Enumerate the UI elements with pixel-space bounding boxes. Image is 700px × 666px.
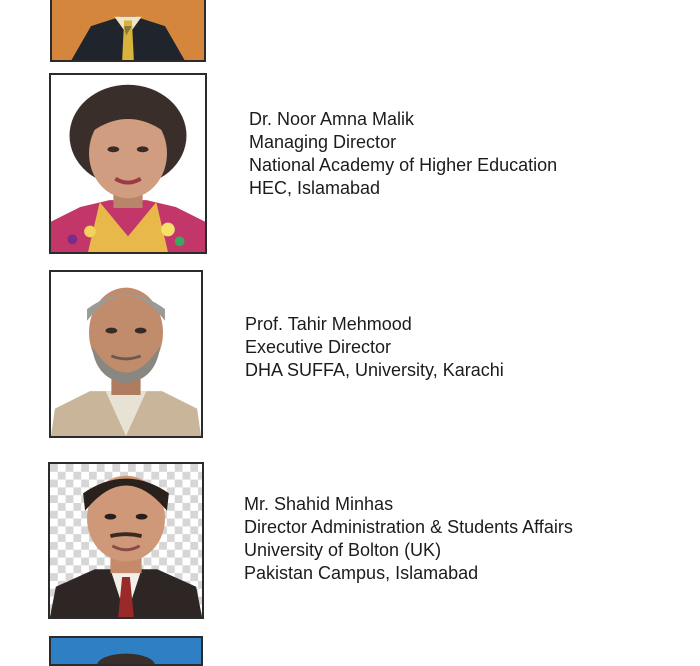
profile-organization: DHA SUFFA, University, Karachi [245, 360, 504, 380]
profile-info-tahir-mehmood [245, 313, 504, 382]
profile-organization: National Academy of Higher Education [249, 155, 558, 175]
profile-name: Prof. Tahir Mehmood [245, 314, 412, 334]
profile-info-shahid-minhas [244, 493, 573, 585]
profile-title: Managing Director [249, 132, 397, 152]
profile-photo-noor-amna-malik [49, 73, 207, 254]
profile-name: Mr. Shahid Minhas [244, 494, 394, 514]
profile-photo-shahid-minhas [48, 462, 204, 619]
profile-location: Pakistan Campus, Islamabad [244, 563, 479, 583]
profile-location: HEC, Islamabad [249, 178, 381, 198]
profile-organization: University of Bolton (UK) [244, 540, 442, 560]
profile-photo-top-cropped [50, 0, 206, 62]
profile-photo-tahir-mehmood [49, 270, 203, 438]
profile-photo-bottom-cropped [49, 636, 203, 666]
profile-info-noor-amna-malik [249, 108, 557, 200]
profile-name: Dr. Noor Amna Malik [249, 109, 415, 129]
profile-title: Director Administration & Students Affairs [244, 517, 573, 537]
profile-title: Executive Director [245, 337, 392, 357]
